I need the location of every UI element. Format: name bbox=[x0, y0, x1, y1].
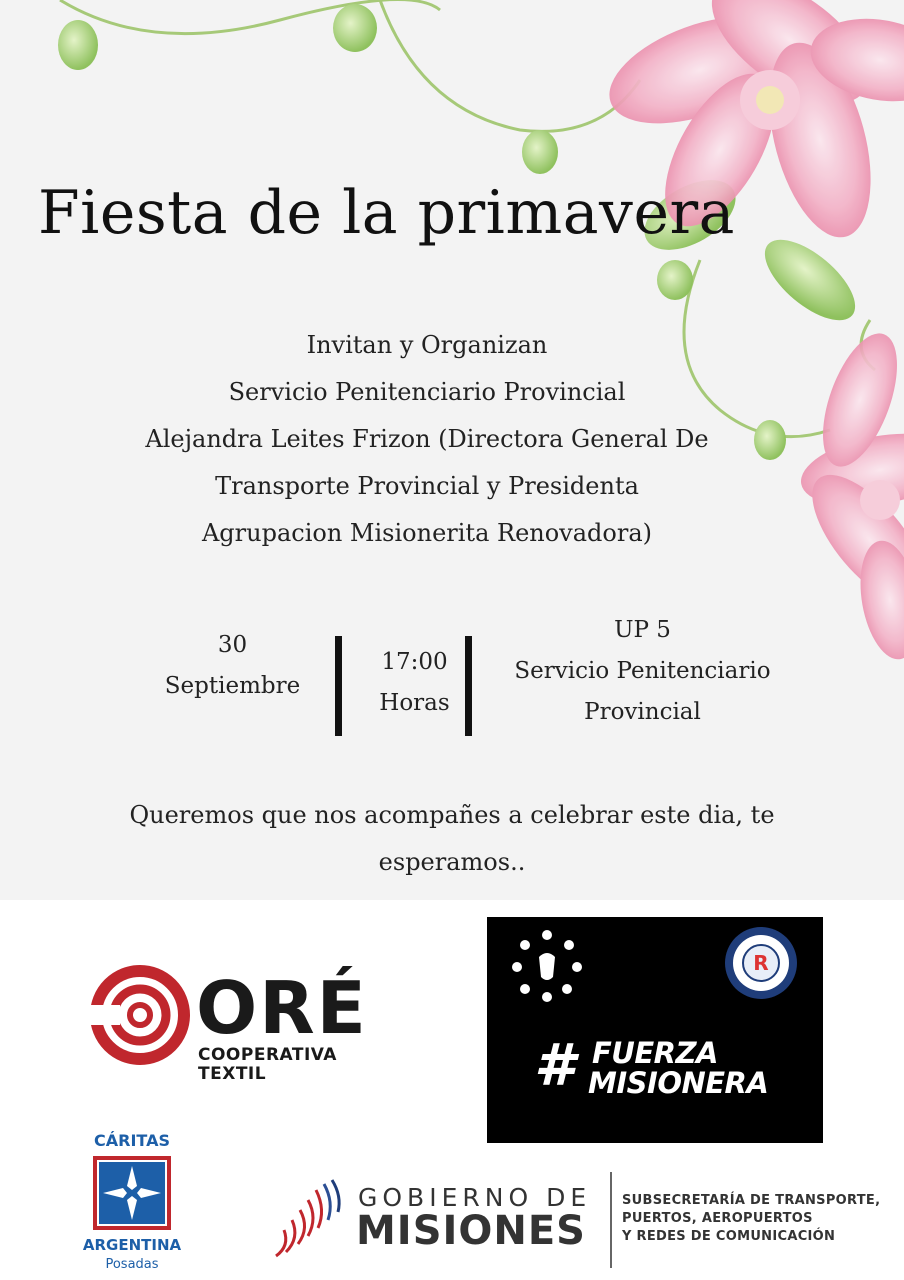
caritas-city: Posadas bbox=[105, 1257, 159, 1272]
misiones-map-icon bbox=[272, 1176, 352, 1260]
event-time bbox=[362, 642, 467, 724]
ore-logo-subtitle bbox=[198, 1046, 337, 1084]
invite-line: Invitan y Organizan bbox=[306, 331, 548, 359]
event-month: Septiembre bbox=[164, 673, 301, 699]
place-line: Provincial bbox=[584, 699, 701, 725]
gobierno-line2: MISIONES bbox=[356, 1208, 586, 1254]
caritas-cross-icon bbox=[93, 1156, 171, 1230]
subsecretaria-text bbox=[622, 1192, 880, 1246]
frente-renovador-badge-icon bbox=[723, 925, 799, 1001]
fuerza-line: MISIONERA bbox=[588, 1066, 769, 1100]
event-time-value: 17:00 bbox=[381, 649, 448, 675]
divider bbox=[335, 636, 342, 736]
page-title: Fiesta de la primavera bbox=[38, 178, 735, 248]
event-date bbox=[150, 625, 315, 707]
caritas-subtitle: ARGENTINA bbox=[82, 1236, 182, 1254]
invitation-block bbox=[60, 322, 794, 557]
closing-line: esperamos.. bbox=[378, 848, 526, 876]
event-time-unit: Horas bbox=[379, 690, 450, 716]
fuerza-hash: # bbox=[534, 1031, 575, 1099]
invite-line: Agrupacion Misionerita Renovadora) bbox=[201, 519, 653, 547]
divider bbox=[465, 636, 472, 736]
invite-line: Transporte Provincial y Presidenta bbox=[215, 472, 639, 500]
ore-line: COOPERATIVA bbox=[198, 1045, 337, 1065]
event-day: 30 bbox=[217, 632, 248, 658]
caritas-title: CÁRITAS bbox=[94, 1131, 170, 1150]
place-line: UP 5 bbox=[614, 617, 671, 643]
subsecretaria-line: Y REDES DE COMUNICACIÓN bbox=[622, 1229, 836, 1244]
closing-line: Queremos que nos acompañes a celebrar este dia, te bbox=[129, 801, 775, 829]
fuerza-line: FUERZA bbox=[592, 1036, 718, 1070]
subsecretaria-line: PUERTOS, AEROPUERTOS bbox=[622, 1211, 813, 1226]
event-place bbox=[490, 610, 795, 733]
closing-message bbox=[60, 792, 844, 886]
ore-line: TEXTIL bbox=[198, 1064, 267, 1084]
invite-line: Servicio Penitenciario Provincial bbox=[228, 378, 626, 406]
fuerza-misionera-logo bbox=[487, 917, 823, 1143]
divider bbox=[610, 1172, 612, 1268]
svg-text:R: R bbox=[753, 951, 769, 975]
people-circle-icon bbox=[509, 927, 585, 1003]
subsecretaria-line: SUBSECRETARÍA DE TRANSPORTE, bbox=[622, 1193, 881, 1208]
gobierno-line1: GOBIERNO DE bbox=[358, 1183, 592, 1212]
place-line: Servicio Penitenciario bbox=[514, 658, 771, 684]
invite-line: Alejandra Leites Frizon (Directora General De bbox=[145, 425, 709, 453]
ore-logo-word: ORÉ bbox=[196, 966, 368, 1050]
